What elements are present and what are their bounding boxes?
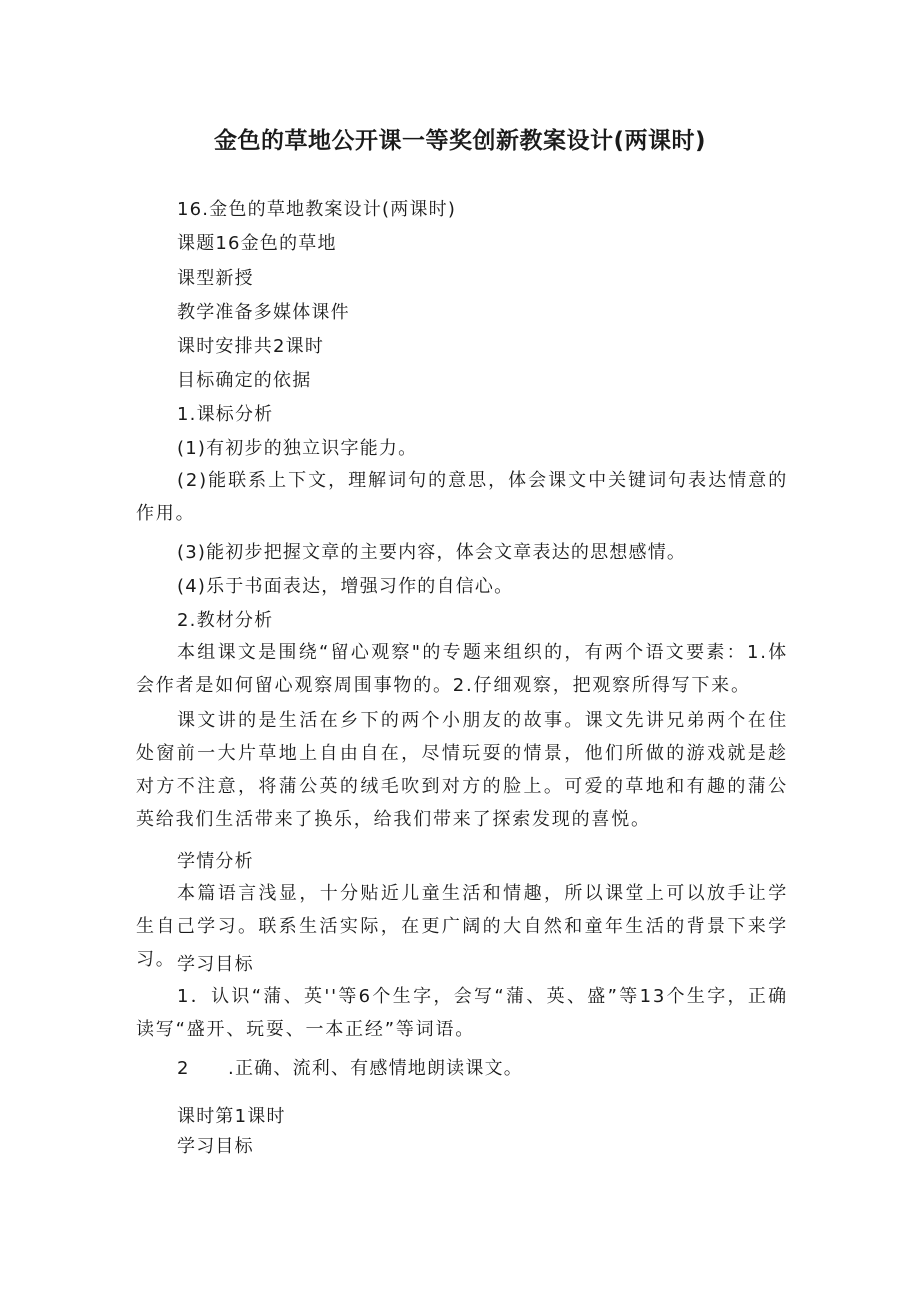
topic-line: 课题16金色的草地 — [177, 233, 337, 254]
section-heading: 课时第1课时 — [177, 1106, 286, 1127]
paragraph: 本篇语言浅显，十分贴近儿童生活和情趣，所以课堂上可以放手让学生自己学习。联系生活实际，在更广阔的大自然和童年生活的背景下来学习。 — [136, 883, 788, 970]
list-item: (4)乐于书面表达，增强习作的自信心。 — [177, 576, 514, 597]
paragraph: (2)能联系上下文，理解词句的意思，体会课文中关键词句表达情意的作用。 — [136, 470, 788, 524]
list-item: 2 .正确、流利、有感情地朗读课文。 — [177, 1058, 523, 1079]
section-heading: 学习目标 — [177, 1136, 254, 1157]
paragraph: 本组课文是围绕“留心观察"的专题来组织的，有两个语文要素：1.体会作者是如何留心观察周围事物的。2.仔细观察，把观察所得写下来。 — [136, 642, 788, 696]
section-heading: 学情分析 — [177, 851, 254, 872]
preparation-line: 教学准备多媒体课件 — [177, 302, 350, 323]
paragraph: 1．认识“蒲、英''等6个生字，会写“蒲、英、盛”等13个生字，正确读写“盛开、玩耍、一本正经”等词语。 — [136, 986, 788, 1040]
document-title: 金色的草地公开课一等奖创新教案设计(两课时) — [213, 128, 707, 154]
section-heading: 学习目标 — [177, 954, 254, 975]
subsection-heading: 1.课标分析 — [177, 404, 274, 425]
list-item: (1)有初步的独立识字能力。 — [177, 438, 418, 459]
lesson-type-line: 课型新授 — [177, 268, 254, 289]
subsection-heading: 2.教材分析 — [177, 610, 274, 631]
schedule-line: 课时安排共2课时 — [177, 336, 325, 357]
section-heading: 目标确定的依据 — [177, 370, 312, 391]
lesson-heading: 16.金色的草地教案设计(两课时) — [177, 199, 457, 220]
paragraph: 课文讲的是生活在乡下的两个小朋友的故事。课文先讲兄弟两个在住处窗前一大片草地上自由自在，尽情玩耍的情景，他们所做的游戏就是趁对方不注意，将蒲公英的绒毛吹到对方的脸上。可爱的草地和有趣的蒲公英给我们生活带来了换乐，给我们带来了探索发现的喜悦。 — [136, 710, 788, 830]
list-item: (3)能初步把握文章的主要内容，体会文章表达的思想感情。 — [177, 542, 687, 563]
